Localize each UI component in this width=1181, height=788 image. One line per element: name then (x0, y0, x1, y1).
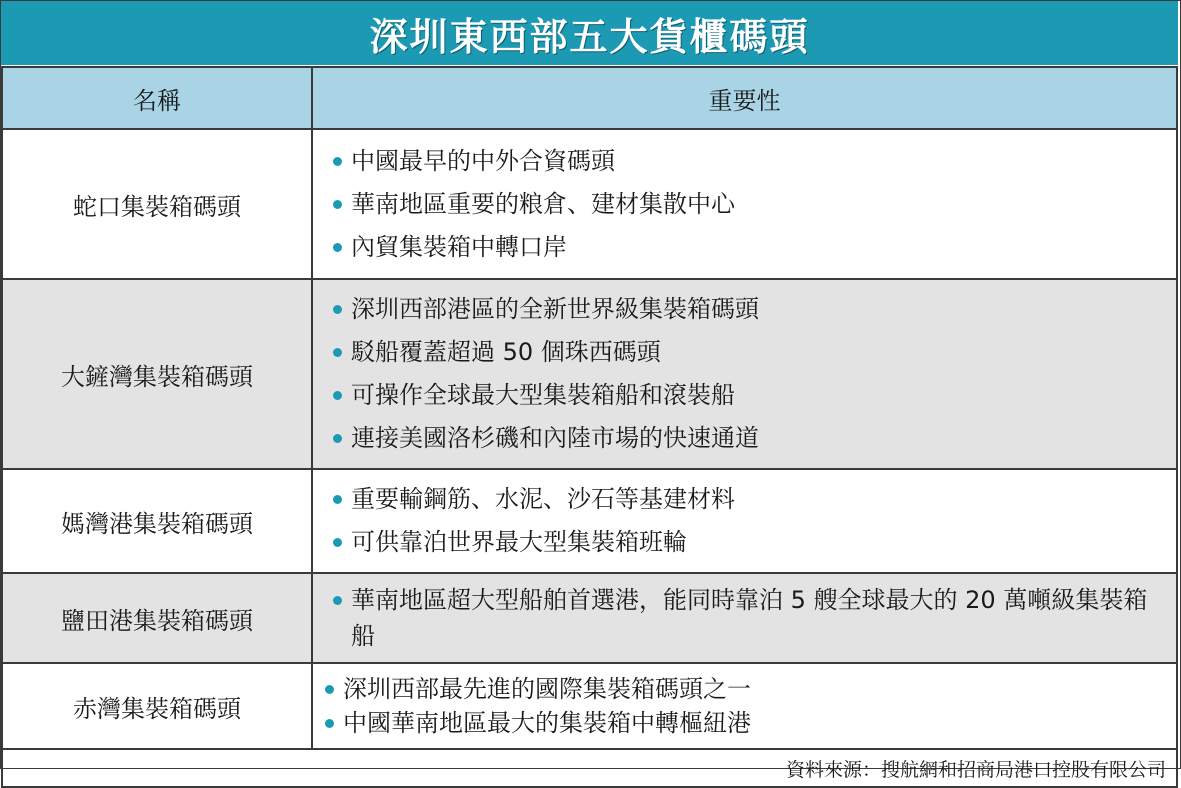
list-item: 華南地區超大型船舶首選港，能同時靠泊 5 艘全球最大的 20 萬噸級集裝箱船 (331, 582, 1162, 654)
list-item: 中國華南地區最大的集裝箱中轉樞紐港 (323, 706, 1162, 740)
terminal-name: 赤灣集裝箱碼頭 (2, 663, 312, 749)
header-name: 名稱 (2, 67, 312, 129)
page-title (1, 1, 1178, 65)
list-item: 華南地區重要的粮倉、建材集散中心 (331, 183, 1162, 226)
list-item: 深圳西部最先進的國際集裝箱碼頭之一 (323, 672, 1162, 706)
list-item: 中國最早的中外合資碼頭 (331, 140, 1162, 183)
source-note: 資料來源：搜航網和招商局港口控股有限公司 (2, 749, 1177, 787)
table-row (2, 129, 1177, 279)
terminal-importance (312, 279, 1177, 469)
list-item: 可操作全球最大型集裝箱船和滾裝船 (331, 374, 1162, 417)
terminal-name: 大鏟灣集裝箱碼頭 (2, 279, 312, 469)
list-item: 可供靠泊世界最大型集裝箱班輪 (331, 521, 1162, 564)
list-item: 內貿集裝箱中轉口岸 (331, 226, 1162, 269)
terminal-importance (312, 573, 1177, 663)
list-item: 重要輸鋼筋、水泥、沙石等基建材料 (331, 478, 1162, 521)
terminal-name: 鹽田港集裝箱碼頭 (2, 573, 312, 663)
terminal-importance (312, 663, 1177, 749)
terminal-importance (312, 129, 1177, 279)
list-item: 深圳西部港區的全新世界級集裝箱碼頭 (331, 288, 1162, 331)
list-item: 連接美國洛杉磯和內陸市場的快速通道 (331, 417, 1162, 460)
list-item: 駁船覆蓋超過 50 個珠西碼頭 (331, 331, 1162, 374)
table-row (2, 573, 1177, 663)
footer-row (2, 749, 1177, 787)
table-row (2, 279, 1177, 469)
terminal-name: 蛇口集裝箱碼頭 (2, 129, 312, 279)
terminal-importance (312, 469, 1177, 573)
header-importance: 重要性 (312, 67, 1177, 129)
table-row (2, 663, 1177, 749)
terminal-table (1, 66, 1178, 788)
table-row (2, 469, 1177, 573)
title-text: 深圳東西部五大貨櫃碼頭 (369, 14, 810, 59)
header-row (2, 67, 1177, 129)
terminal-name: 媽灣港集裝箱碼頭 (2, 469, 312, 573)
